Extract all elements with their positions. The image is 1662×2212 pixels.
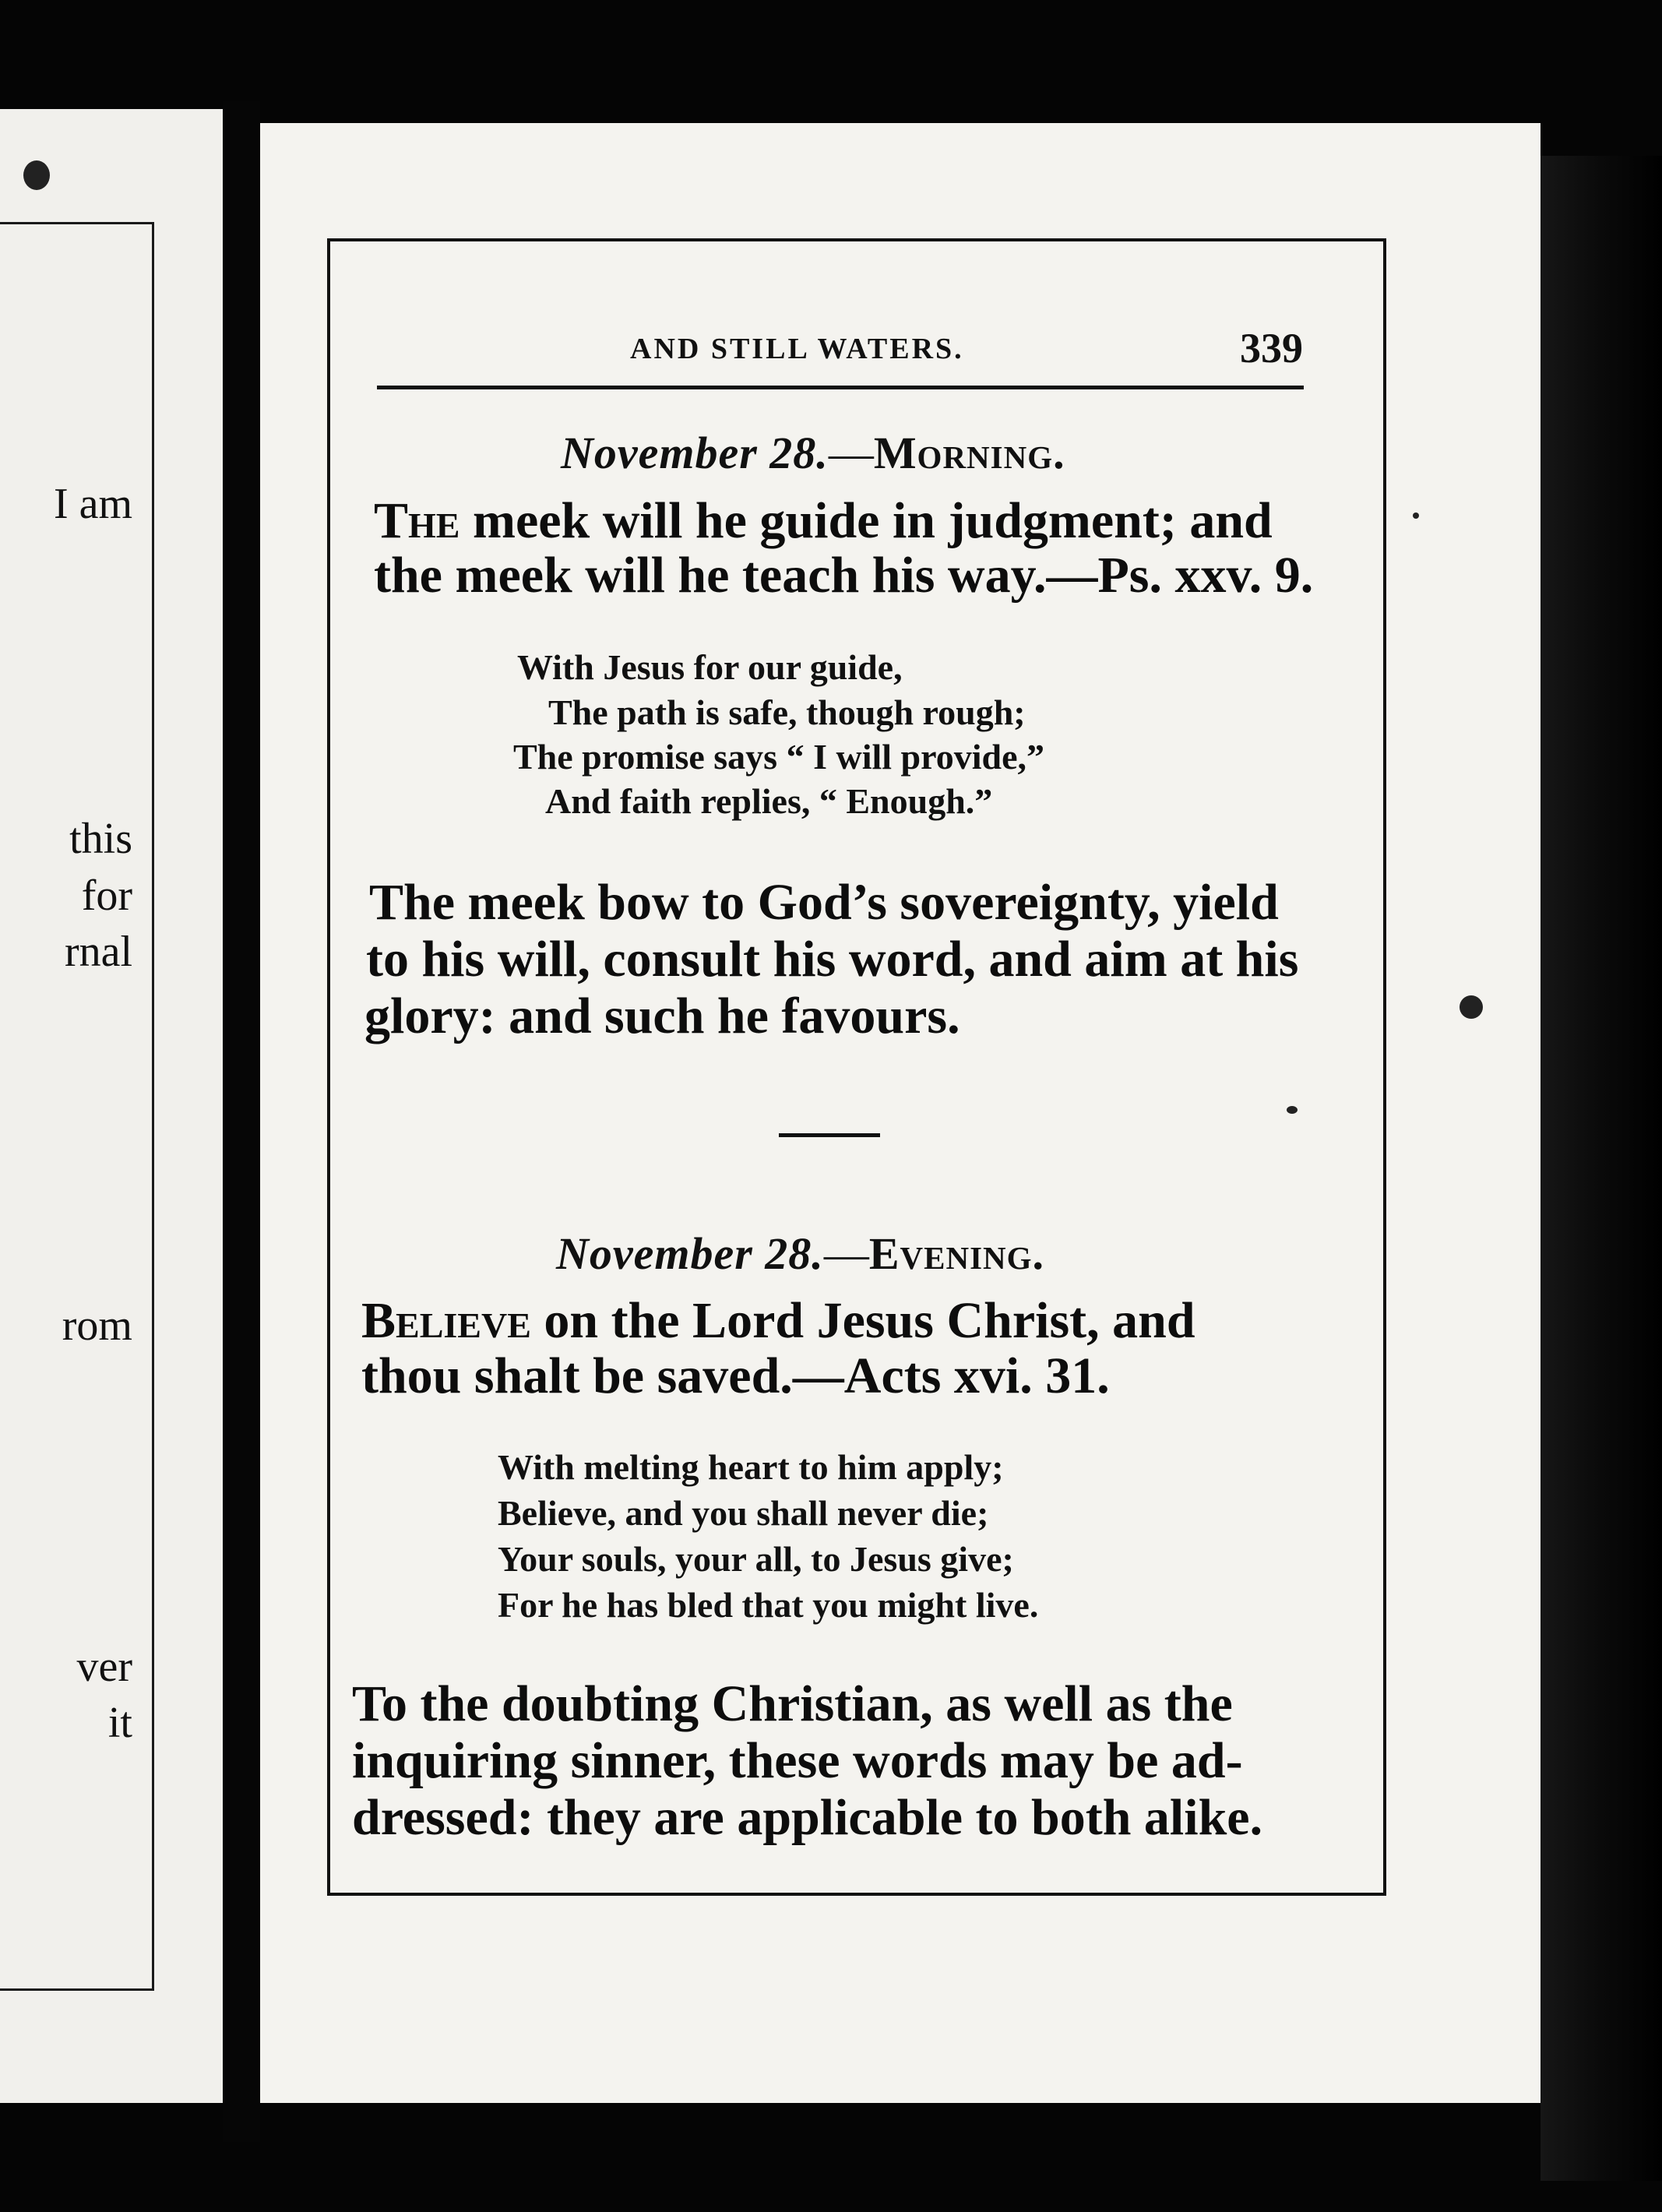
book-edge xyxy=(1541,156,1662,2181)
morning-hymn-line: The path is safe, though rough; xyxy=(548,692,1026,732)
morning-hymn-line: And faith replies, “ Enough.” xyxy=(545,781,993,821)
page-frame xyxy=(327,238,1386,1896)
evening-comment-line: inquiring sinner, these words may be ad- xyxy=(352,1732,1243,1789)
morning-verse-line: the meek will he teach his way.—Ps. xxv. 9. xyxy=(374,547,1314,604)
heading-dash: — xyxy=(823,1228,869,1279)
header-rule xyxy=(377,386,1304,389)
running-head xyxy=(346,301,1374,371)
evening-verse-line xyxy=(361,1291,1195,1351)
ink-speck xyxy=(23,160,50,190)
verse-text: on the Lord Jesus Christ, and xyxy=(530,1292,1195,1349)
morning-verse-line xyxy=(374,491,1273,551)
book-page xyxy=(260,123,1541,2103)
morning-comment-line: glory: and such he favours. xyxy=(364,988,960,1044)
book-gutter xyxy=(223,101,260,2142)
evening-hymn-line: For he has bled that you might live. xyxy=(498,1585,1039,1625)
heading-month: November 28. xyxy=(556,1228,824,1279)
page-number: 339 xyxy=(1240,325,1303,372)
left-fragment-word: this xyxy=(69,815,132,863)
section-divider xyxy=(779,1133,880,1137)
left-fragment-word: for xyxy=(81,872,132,920)
left-fragment-word: ver xyxy=(76,1643,132,1691)
left-page-fragment xyxy=(0,109,234,2103)
morning-comment-line: The meek bow to God’s sovereignty, yield xyxy=(369,874,1279,931)
evening-verse-line: thou shalt be saved.—Acts xvi. 31. xyxy=(361,1347,1110,1404)
heading-month: November 28. xyxy=(561,428,829,478)
morning-hymn-line: The promise says “ I will provide,” xyxy=(513,737,1044,777)
left-fragment-word: it xyxy=(107,1699,132,1747)
ink-speck xyxy=(1460,995,1483,1019)
morning-hymn-line: With Jesus for our guide, xyxy=(517,647,903,687)
verse-lead-word: The xyxy=(374,492,460,549)
morning-comment-line: to his will, consult his word, and aim at his xyxy=(366,931,1299,988)
evening-hymn-line: Your souls, your all, to Jesus give; xyxy=(498,1539,1014,1579)
left-fragment-word: rnal xyxy=(64,928,132,976)
verse-text: meek will he guide in judgment; and xyxy=(460,492,1273,549)
left-fragment-word: I am xyxy=(53,480,132,528)
evening-comment-line: To the doubting Christian, as well as the xyxy=(352,1675,1233,1732)
evening-hymn-line: With melting heart to him apply; xyxy=(498,1447,1004,1487)
ink-speck xyxy=(1287,1106,1298,1114)
morning-heading xyxy=(561,427,1065,479)
left-fragment-word: rom xyxy=(62,1301,132,1350)
heading-time: Evening. xyxy=(868,1228,1045,1279)
evening-hymn-line: Believe, and you shall never die; xyxy=(498,1493,989,1533)
evening-heading xyxy=(556,1228,1044,1280)
heading-time: Morning. xyxy=(873,428,1065,478)
verse-lead-word: Believe xyxy=(361,1292,531,1349)
evening-comment-line: dressed: they are applicable to both alike. xyxy=(352,1789,1263,1846)
ink-speck xyxy=(1413,512,1419,519)
heading-dash: — xyxy=(828,428,874,478)
running-title: AND STILL WATERS. xyxy=(630,333,964,365)
